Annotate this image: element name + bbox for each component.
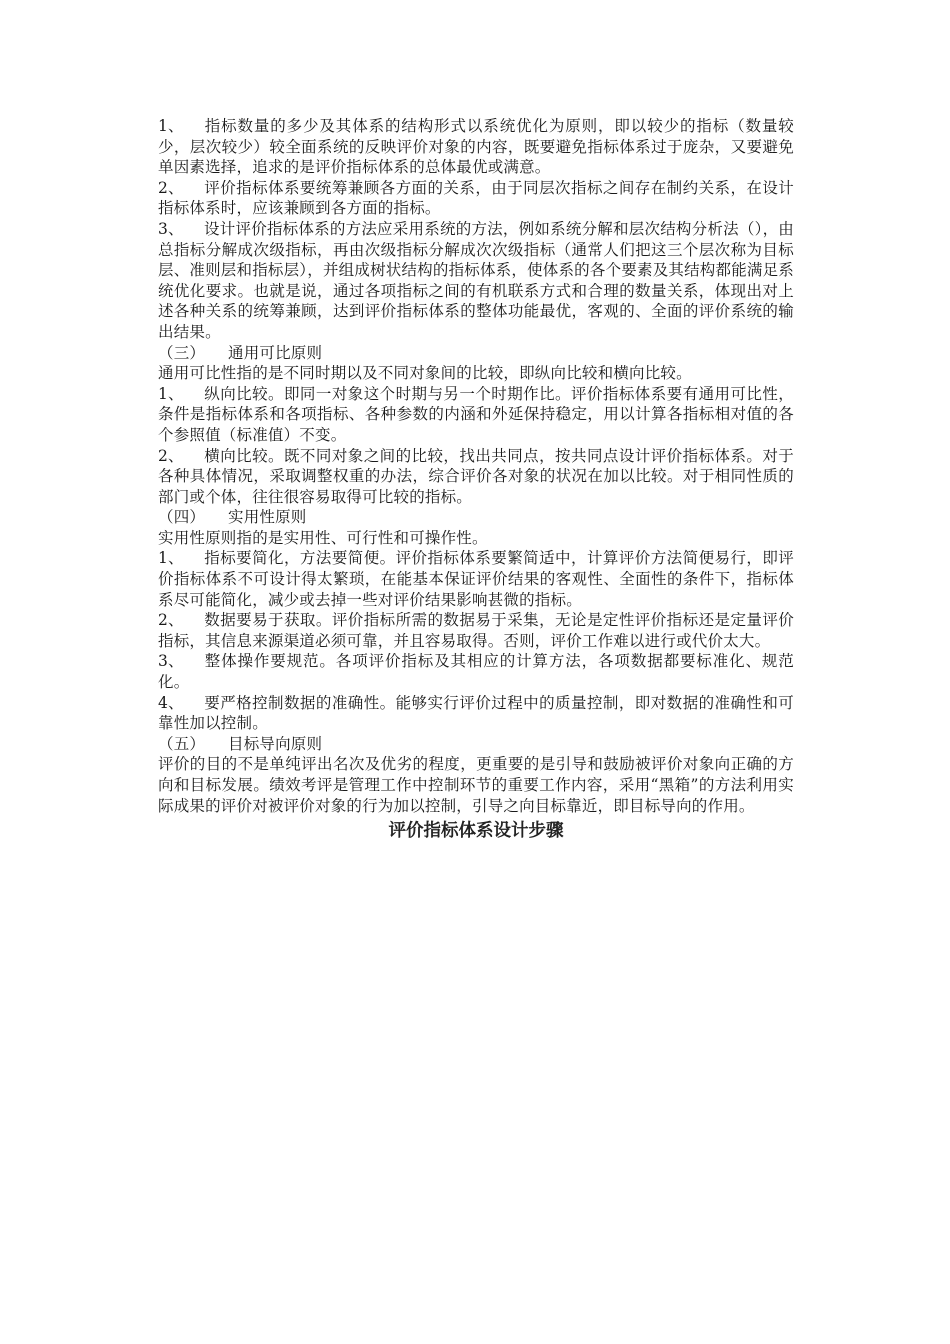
item-text: 要严格控制数据的准确性。能够实行评价过程中的质量控制，即对数据的准确性和可靠性加以控制。 [158,693,794,733]
list-item [158,219,794,343]
item-text: 整体操作要规范。各项评价指标及其相应的计算方法，各项数据都要标准化、规范化。 [158,652,794,692]
list-item [158,116,794,178]
section-heading [158,507,794,528]
item-text: 指标数量的多少及其体系的结构形式以系统优化为原则，即以较少的指标（数量较少，层次较少）较全面系统的反映评价对象的内容，既要避免指标体系过于庞杂，又要避免单因素选择，追求的是评价指标体系的总体最优或满意。 [158,117,794,177]
section-number: （四） [158,508,206,527]
section-title: 通用可比原则 [228,343,323,362]
item-number: 2、 [158,178,184,197]
list-item [158,178,794,219]
item-text: 设计评价指标体系的方法应采用系统的方法，例如系统分解和层次结构分析法（），由总指标分解成次级指标，再由次级指标分解成次次级指标（通常人们把这三个层次称为目标层、准则层和指标层），并组成树状结构的指标体系，使体系的各个要素及其结构都能满足系统优化要求。也就是说，通过各项指标之间的有机联系方式和合理的数量关系，体现出对上述各种关系的统筹兼顾，达到评价指标体系的整体功能最优，客观的、全面的评价系统的输出结果。 [158,219,794,341]
section-title: 实用性原则 [228,508,307,527]
section-number: （三） [158,343,206,362]
section-heading [158,734,794,755]
section-intro: 实用性原则指的是实用性、可行性和可操作性。 [158,528,488,547]
list-item [158,693,794,734]
item-number: 3、 [158,219,184,238]
list-item [158,446,794,508]
section-title: 目标导向原则 [228,734,323,753]
list-item [158,384,794,446]
item-text: 横向比较。既不同对象之间的比较，找出共同点，按共同点设计评价指标体系。对于各种具体情况，采取调整权重的办法，综合评价各对象的状况在加以比较。对于相同性质的部门或个体，往往很容易取得可比较的指标。 [158,446,794,506]
document-page [158,116,794,843]
section-heading-design-steps: 评价指标体系设计步骤 [388,821,564,842]
section-intro: 通用可比性指的是不同时期以及不同对象间的比较，即纵向比较和横向比较。 [158,364,692,383]
item-number: 3、 [158,652,184,671]
item-number: 2、 [158,446,184,465]
list-item [158,610,794,651]
item-number: 1、 [158,549,184,568]
list-item [158,548,794,610]
section-intro: 评价的目的不是单纯评出名次及优劣的程度，更重要的是引导和鼓励被评价对象向正确的方向和目标发展。绩效考评是管理工作中控制环节的重要工作内容，采用“黑箱”的方法利用实际成果的评价对被评价对象的行为加以控制，引导之向目标靠近，即目标导向的作用。 [158,755,794,815]
item-number: 1、 [158,384,184,403]
item-text: 数据要易于获取。评价指标所需的数据易于采集，无论是定性评价指标还是定量评价指标，其信息来源渠道必须可靠，并且容易取得。否则，评价工作难以进行或代价太大。 [158,611,794,650]
item-text: 纵向比较。即同一对象这个时期与另一个时期作比。评价指标体系要有通用可比性，条件是指标体系和各项指标、各种参数的内涵和外延保持稳定，用以计算各指标相对值的各个参照值（标准值）不变。 [158,384,794,444]
list-item [158,651,794,692]
item-text: 指标要简化，方法要简便。评价指标体系要繁简适中，计算评价方法简便易行，即评价指标体系不可设计得太繁琐，在能基本保证评价结果的客观性、全面性的条件下，指标体系尽可能简化，减少或去掉一些对评价结果影响甚微的指标。 [158,549,794,609]
section-heading [158,343,794,364]
section-number: （五） [158,734,206,753]
item-number: 4、 [158,693,184,712]
item-text: 评价指标体系要统筹兼顾各方面的关系，由于同层次指标之间存在制约关系，在设计指标体系时，应该兼顾到各方面的指标。 [158,178,794,218]
item-number: 2、 [158,611,184,630]
item-number: 1、 [158,117,184,135]
